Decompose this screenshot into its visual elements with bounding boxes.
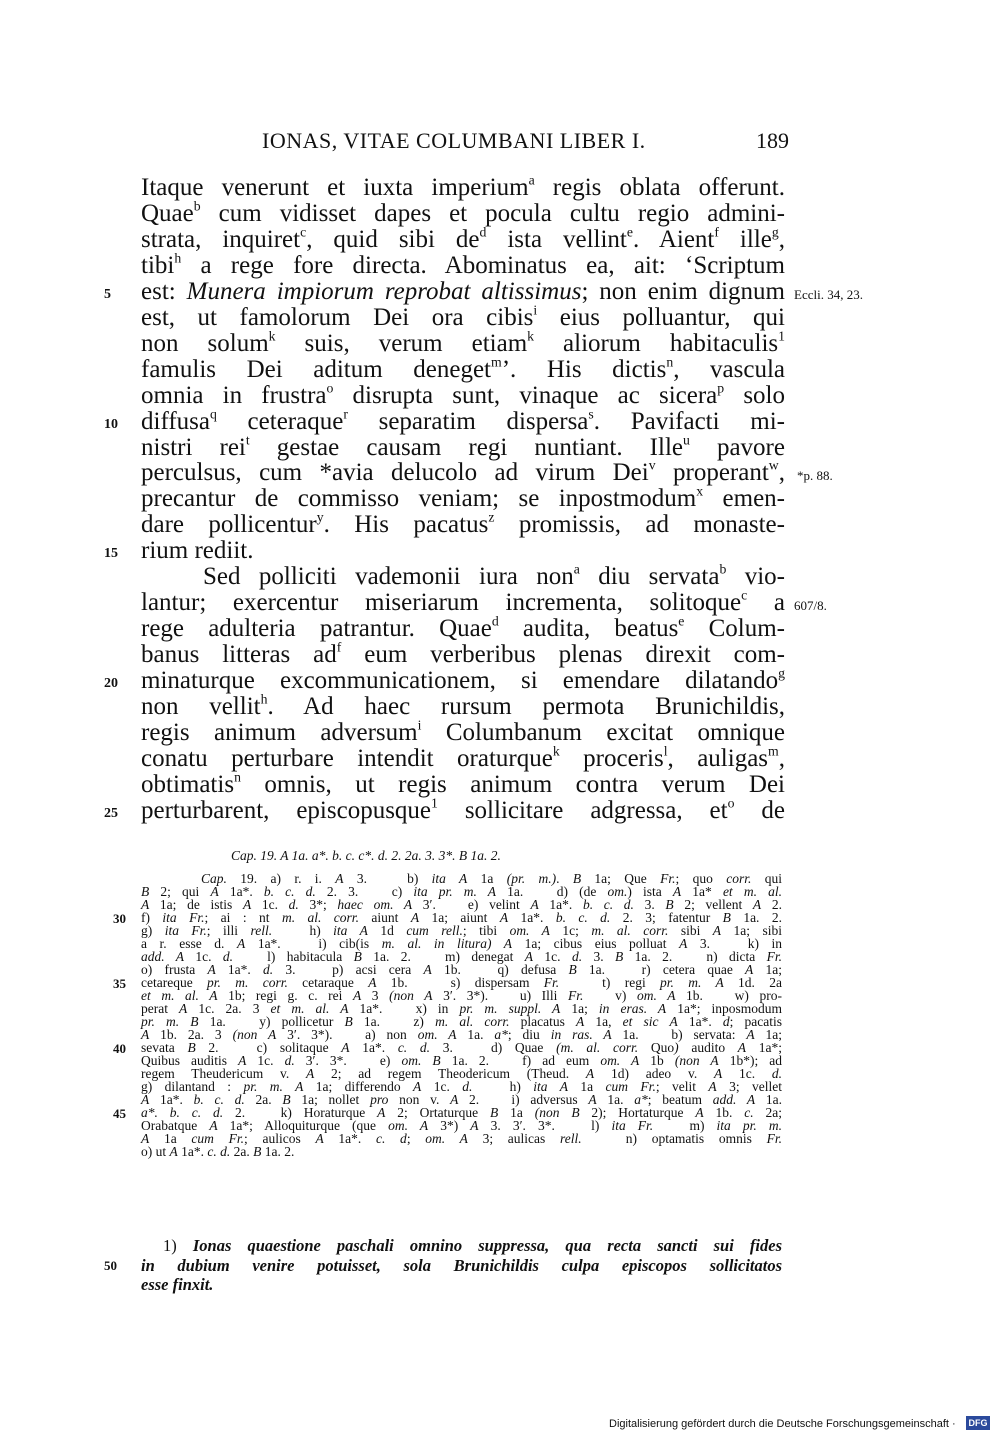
- text-line: Quae$^b$ cum vidisset dapes et pocula cultu regio admini-: [141, 198, 785, 227]
- text-line: nistri rei$^t$ gestae causam regi nuntiant. Ille$^u$ pavore: [141, 432, 785, 461]
- apparatus-line: o) ut A 1a*. c. d. 2a. B 1a. 2.: [141, 1144, 295, 1159]
- line-number: 45: [113, 1106, 126, 1121]
- line-number: 20: [104, 676, 118, 691]
- text-line: rege adulteria patrantur. Quae$^d$ audita, beatus$^e$ Colum-: [141, 613, 785, 642]
- text-line: omnia in frustra$^o$ disrupta sunt, vinaque ac sicera$^p$ solo: [141, 380, 785, 409]
- apparatus-line: B 2; qui A 1a*. b. c. d. 2. 3. c) ita pr. m. A 1a. d) (de om.) ista A 1a* et m. al.: [141, 884, 782, 899]
- line-number: 10: [104, 417, 118, 432]
- margin-note: *p. 88.: [797, 468, 833, 483]
- apparatus-line: A 1b. 2a. 3 (non A 3′. 3*). a) non om. A 1a. a*; diu in ras. A 1a. b) servata: A 1a;: [141, 1027, 782, 1042]
- running-head: IONAS, VITAE COLUMBANI LIBER I.: [262, 128, 646, 153]
- text-line: conatu perturbare intendit oraturque$^k$ proceris$^l$, auligas$^m$,: [141, 743, 785, 772]
- text-line: precantur de commisso veniam; se inpostmodum$^x$ emen-: [141, 483, 785, 512]
- text-line: regis animum adversum$^i$ Columbanum excitat omnique: [141, 717, 785, 746]
- apparatus-line: pr. m. B 1a. y) pollicetur B 1a. z) m. al. corr. placatus A 1a, et sic A 1a*. d; pacatis: [141, 1014, 782, 1029]
- apparatus-line: sevata B 2. c) solitaque A 1a*. c. d. 3. d) Quae (m. al. corr. Quo) audito A 1a*;: [141, 1040, 782, 1055]
- line-number: 40: [113, 1041, 126, 1056]
- apparatus-line: o) frusta A 1a*. d. 3. p) acsi cera A 1b. q) defusa B 1a. r) cetera quae A 1a;: [141, 962, 783, 977]
- page-number: 189: [756, 128, 789, 153]
- apparatus-line: cetareque pr. m. corr. cetaraque A 1b. s) dispersam Fr. t) regi pr. m. A 1d. 2a: [141, 975, 782, 990]
- footer-credit: Digitalisierung gefördert durch die Deutsche Forschungsgemeinschaft ·: [609, 1418, 956, 1430]
- footnote-line: esse finxit.: [141, 1275, 214, 1294]
- text-line: non solum$^k$ suis, verum etiam$^k$ aliorum habitaculis$^1$: [141, 328, 786, 357]
- text-line: est, ut famolorum Dei ora cibis$^i$ eius polluantur, qui: [141, 302, 785, 331]
- text-line: famulis Dei aditum deneget$^m$’. His dictis$^n$, vascula: [141, 354, 785, 383]
- line-number: 15: [104, 546, 118, 561]
- footnote-line: 1) Ionas quaestione paschali omnino suppressa, qua recta sancti sui fides: [163, 1236, 782, 1255]
- margin-note: 607/8.: [794, 598, 827, 613]
- text-line: Sed polliciti vademonii iura non$^a$ diu servata$^b$ vio-: [203, 561, 786, 590]
- text-line: tibi$^h$ a rege fore directa. Abominatus ea, ait: ‘Scriptum: [141, 250, 785, 279]
- margin-note: Eccli. 34, 23.: [794, 287, 863, 302]
- apparatus-line: Orabatque A 1a*; Alloquiturque (que om. A 3*) A 3. 3′. 3*. l) ita Fr. m) ita pr. m.: [141, 1118, 782, 1133]
- dfg-logo: DFG: [966, 1416, 990, 1430]
- text-line: minaturque excommunicationem, si emendare dilatando$^g$: [141, 665, 785, 694]
- apparatus-line: g) ita Fr.; illi rell. h) ita A 1d cum rell.; tibi om. A 1c; m. al. corr. sibi A 1a; sibi: [141, 923, 782, 938]
- sigla-line: Cap. 19. A 1a. a*. b. c. c*. d. 2. 2a. 3. 3*. B 1a. 2.: [231, 848, 501, 863]
- text-line: rium rediit.: [141, 537, 254, 564]
- apparatus-line: a*. b. c. d. 2. k) Horaturque A 2; Ortaturque B 1a (non B 2); Hortaturque A 1b. c. 2a;: [141, 1105, 782, 1120]
- text-line: strata, inquiret$^c$, quid sibi $de^d$ ista vellint$^e$. Aient$^f$ ille$^g$,: [141, 224, 785, 253]
- text-line: obtimatis$^n$ omnis, ut regis animum contra verum Dei: [141, 769, 785, 798]
- apparatus-line: A 1a cum Fr.; aulicos A 1a*. c. d; om. A 3; aulicas rell. n) optamatis omnis Fr.: [141, 1131, 782, 1146]
- text-line: perculsus, cum *avia delucolo ad virum Dei$^v$ properant$^w$,: [141, 457, 785, 486]
- line-number: 25: [104, 806, 118, 821]
- apparatus-line: perat A 1c. 2a. 3 et m. al. A 1a*. x) in pr. m. suppl. A 1a; in eras. A 1a*; inposmodum: [141, 1001, 783, 1016]
- footnote-line: in dubium venire potuisset, sola Brunichildis culpa episcopos sollicitatos: [141, 1256, 782, 1275]
- text-line: dare pollicentur$^y$. His pacatus$^z$ promissis, ad monaste-: [141, 509, 785, 538]
- line-number: 50: [104, 1258, 117, 1273]
- apparatus-line: Quibus auditis A 1c. d. 3′. 3*. e) om. B 1a. 2. f) ad eum om. A 1b (non A 1b*); ad: [141, 1053, 783, 1068]
- text-line: banus litteras $ad^f$ eum verberibus plenas direxit com-: [141, 639, 785, 668]
- apparatus-line: a r. esse d. A 1a*. i) cib(is m. al. in litura) A 1a; cibus eius polluat A 3. k) in: [141, 936, 783, 951]
- apparatus-line: A 1a*. b. c. d. 2a. B 1a; nollet pro non v. A 2. i) adversus A 1a. a*; beatum add. A 1a.: [141, 1092, 782, 1107]
- line-number: 35: [113, 976, 126, 991]
- line-number: 5: [104, 287, 111, 302]
- text-line: lantur; exercentur miseriarum incrementa, solitoque$^c$ a: [141, 587, 785, 616]
- text-line: non vellit$^h$. Ad haec rursum permota Brunichildis,: [141, 691, 785, 720]
- apparatus-line: f) ita Fr.; ai : nt m. al. corr. aiunt A 1a; aiunt A 1a*. b. c. d. 2. 3; fatentur B 1a. 2.: [141, 910, 782, 925]
- apparatus-line: add. A 1c. d. l) habitacula B 1a. 2. m) denegat A 1c. d. 3. B 1a. 2. n) dicta Fr.: [141, 949, 782, 964]
- text-line: diffusa$^q$ ceteraque$^r$ separatim dispersa$^s$. Pavifacti mi-: [141, 406, 785, 435]
- apparatus-line: regem Theudericum v. A 2; ad regem Theodericum (Theud. A 1d) adeo v. A 1c. d.: [141, 1066, 782, 1081]
- text-line: Itaque venerunt et iuxta imperium$^a$ regis oblata offerunt.: [141, 172, 785, 201]
- apparatus-line: A 1a; de istis A 1c. d. 3*; haec om. A 3′. e) velint A 1a*. b. c. d. 3. B 2; vellent A 2.: [141, 897, 782, 912]
- line-number: 30: [113, 911, 126, 926]
- text-line: est: Munera impiorum reprobat altissimus; non enim dignum: [141, 278, 786, 305]
- text-line: perturbarent, episcopusque$^1$ sollicitare adgressa, $et^o$ de: [141, 795, 785, 824]
- apparatus-line: g) dilantand : pr. m. A 1a; differendo A 1c. d. h) ita A 1a cum Fr.; velit A 3; vellet: [141, 1079, 782, 1094]
- apparatus-line: Cap. 19. a) r. i. A 3. b) ita A 1a (pr. m.). B 1a; Que Fr.; quo corr. qui: [201, 871, 782, 886]
- apparatus-line: et m. al. A 1b; regi g. c. rei A 3 (non A 3′. 3*). u) Illi Fr. v) om. A 1b. w) pro-: [141, 988, 782, 1003]
